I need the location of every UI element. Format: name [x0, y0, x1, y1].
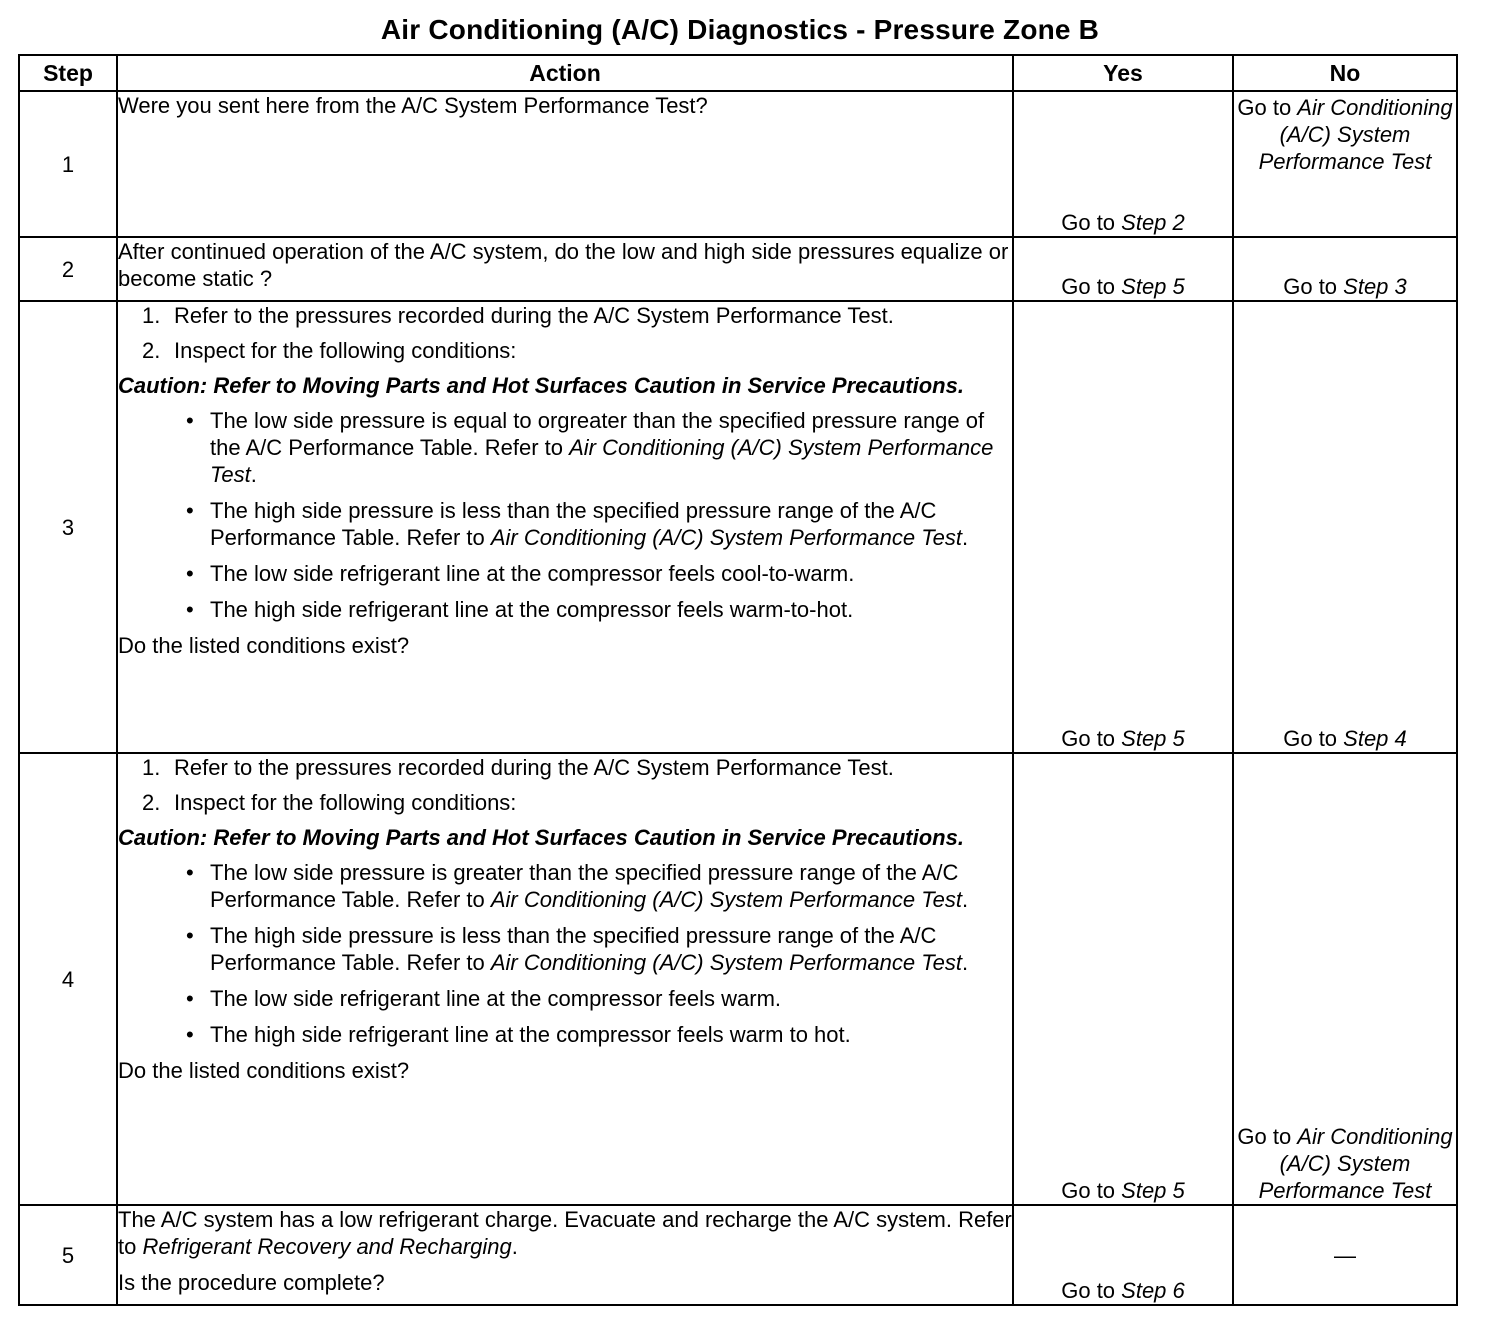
- action-question: Do the listed conditions exist?: [118, 1058, 410, 1083]
- bullet-text: The low side refrigerant line at the compressor feels warm.: [210, 986, 782, 1011]
- action-question: Do the listed conditions exist?: [118, 633, 410, 658]
- bullet-text: The high side pressure is less than the specified pressure range of the A/C Performance Table. Refer to: [210, 498, 937, 550]
- numbered-item: [118, 302, 1012, 329]
- table-row-step-4: [19, 753, 1457, 1205]
- item-text: Refer to the pressures recorded during the A/C System Performance Test.: [174, 755, 894, 780]
- bullet-item: • The high side refrigerant line at the compressor feels warm-to-hot.: [186, 597, 854, 622]
- bullet-text: The high side refrigerant line at the compressor feels warm-to-hot.: [210, 597, 854, 622]
- no-ref-link[interactable]: Air Conditioning (A/C) System Performance Test: [1258, 95, 1453, 174]
- no-cell: [1233, 301, 1457, 753]
- bullet-text: The low side pressure is equal to orgreater than the specified pressure range of the A/C Performance Table. Refer to: [210, 408, 985, 460]
- yes-prefix: Go to: [1061, 1178, 1122, 1203]
- action-question: Is the procedure complete?: [118, 1270, 385, 1295]
- action-question: Were you sent here from the A/C System Performance Test?: [118, 93, 708, 118]
- item-text: Inspect for the following conditions:: [174, 790, 517, 815]
- numbered-item: [118, 754, 1012, 781]
- bullet-item: • The high side pressure is less than the specified pressure range of the A/C Performance Table. Refer to Air Conditioning (A/C) System Performance Test.: [186, 498, 969, 550]
- no-dash: —: [1334, 1242, 1356, 1268]
- bullet-text: The high side pressure is less than the specified pressure range of the A/C Performance Table. Refer to: [210, 923, 937, 975]
- action-cell: [117, 237, 1013, 301]
- yes-cell: [1013, 1205, 1233, 1305]
- table-row-step-2: [19, 237, 1457, 301]
- action-cell: [117, 753, 1013, 1205]
- table-row-step-5: [19, 1205, 1457, 1305]
- bullet-text: The low side pressure is greater than the specified pressure range of the A/C Performance Table. Refer to: [210, 860, 959, 912]
- bullet-ref-link[interactable]: Air Conditioning (A/C) System Performance Test: [210, 435, 994, 487]
- bullet-ref-link[interactable]: Air Conditioning (A/C) System Performance Test: [490, 887, 962, 912]
- table-row-step-1: [19, 91, 1457, 237]
- item-number: 2.: [142, 790, 161, 815]
- item-number: 2.: [142, 338, 161, 363]
- yes-prefix: Go to: [1061, 726, 1122, 751]
- bullet-text: The low side refrigerant line at the compressor feels cool-to-warm.: [210, 561, 855, 586]
- action-cell: [117, 91, 1013, 237]
- step-number: 4: [19, 753, 117, 1205]
- header-step: Step: [19, 55, 117, 91]
- item-number: 1.: [142, 303, 161, 328]
- no-cell: [1233, 753, 1457, 1205]
- caution-note: Caution: Refer to Moving Parts and Hot Surfaces Caution in Service Precautions.: [118, 825, 964, 850]
- header-action: Action: [117, 55, 1013, 91]
- bullet-ref-link[interactable]: Air Conditioning (A/C) System Performance Test: [490, 950, 962, 975]
- action-question: After continued operation of the A/C system, do the low and high side pressures equalize or become static ?: [118, 239, 1009, 291]
- yes-ref-link[interactable]: Step 2: [1121, 210, 1185, 235]
- bullet-item: • The high side refrigerant line at the compressor feels warm to hot.: [186, 1022, 851, 1047]
- yes-ref-link[interactable]: Step 5: [1121, 274, 1185, 299]
- no-prefix: Go to: [1283, 274, 1344, 299]
- numbered-item: [118, 789, 1012, 816]
- action-text: The A/C system has a low refrigerant charge. Evacuate and recharge the A/C system. Refer to Refrigerant Recovery and Recharging.: [118, 1207, 1012, 1259]
- diagnostic-table: [18, 54, 1458, 1306]
- yes-prefix: Go to: [1061, 210, 1122, 235]
- action-ref-link[interactable]: Refrigerant Recovery and Recharging: [142, 1234, 512, 1259]
- yes-ref-link[interactable]: Step 6: [1121, 1278, 1185, 1303]
- no-cell: [1233, 91, 1457, 237]
- no-ref-link[interactable]: Step 3: [1343, 274, 1407, 299]
- numbered-item: [118, 337, 1012, 364]
- step-number: 2: [19, 237, 117, 301]
- step-number: 1: [19, 91, 117, 237]
- yes-ref-link[interactable]: Step 5: [1121, 726, 1185, 751]
- page-title: Air Conditioning (A/C) Diagnostics - Pressure Zone B: [380, 14, 1100, 45]
- yes-prefix: Go to: [1061, 1278, 1122, 1303]
- no-prefix: Go to: [1283, 726, 1344, 751]
- table-row-step-3: [19, 301, 1457, 753]
- no-prefix: Go to: [1237, 95, 1298, 120]
- step-number: 5: [19, 1205, 117, 1305]
- bullet-text: The high side refrigerant line at the compressor feels warm to hot.: [210, 1022, 851, 1047]
- bullet-item: • The low side pressure is greater than the specified pressure range of the A/C Performance Table. Refer to Air Conditioning (A/C) System Performance Test.: [186, 860, 969, 912]
- bullet-item: • The low side pressure is equal to orgreater than the specified pressure range of the A/C Performance Table. Refer to Air Conditioning (A/C) System Performance Test.: [186, 408, 994, 487]
- step-number: 3: [19, 301, 117, 753]
- action-cell: [117, 1205, 1013, 1305]
- bullet-item: • The low side refrigerant line at the compressor feels cool-to-warm.: [186, 561, 855, 586]
- yes-prefix: Go to: [1061, 274, 1122, 299]
- yes-ref-link[interactable]: Step 5: [1121, 1178, 1185, 1203]
- header-yes: Yes: [1013, 55, 1233, 91]
- action-cell: [117, 301, 1013, 753]
- header-no: No: [1233, 55, 1457, 91]
- caution-note: Caution: Refer to Moving Parts and Hot Surfaces Caution in Service Precautions.: [118, 373, 964, 398]
- yes-cell: [1013, 91, 1233, 237]
- no-ref-link[interactable]: Air Conditioning (A/C) System Performance Test: [1258, 1124, 1453, 1203]
- bullet-item: • The low side refrigerant line at the compressor feels warm.: [186, 986, 782, 1011]
- item-number: 1.: [142, 755, 161, 780]
- bullet-ref-link[interactable]: Air Conditioning (A/C) System Performance Test: [490, 525, 962, 550]
- no-cell: [1233, 237, 1457, 301]
- yes-cell: [1013, 237, 1233, 301]
- item-text: Refer to the pressures recorded during the A/C System Performance Test.: [174, 303, 894, 328]
- table-header-row: [19, 55, 1457, 91]
- item-text: Inspect for the following conditions:: [174, 338, 517, 363]
- no-prefix: Go to: [1237, 1124, 1298, 1149]
- yes-cell: [1013, 753, 1233, 1205]
- no-ref-link[interactable]: Step 4: [1343, 726, 1407, 751]
- yes-cell: [1013, 301, 1233, 753]
- no-cell: [1233, 1205, 1457, 1305]
- bullet-item: • The high side pressure is less than the specified pressure range of the A/C Performance Table. Refer to Air Conditioning (A/C) System Performance Test.: [186, 923, 969, 975]
